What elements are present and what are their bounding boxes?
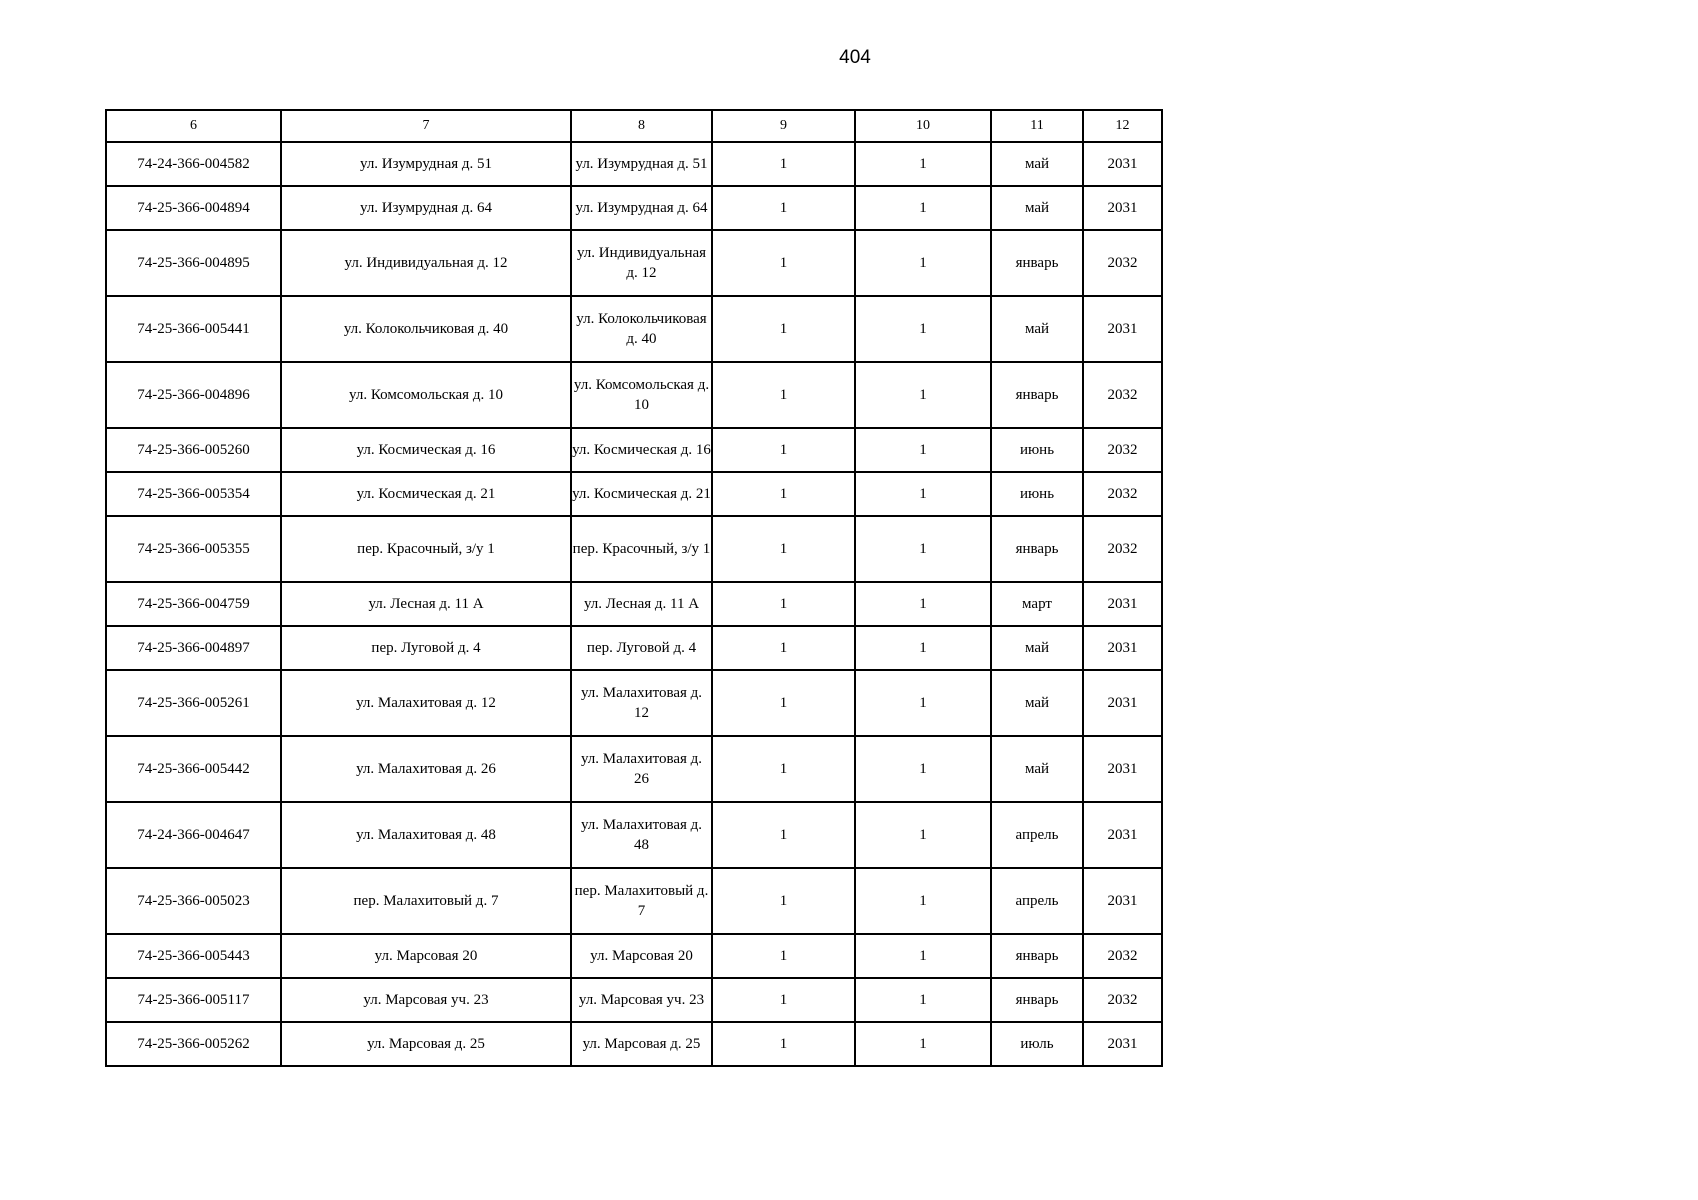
- column-10-cell: 1: [855, 1022, 991, 1066]
- year-cell: 2032: [1083, 428, 1162, 472]
- address-cell: пер. Малахитовый д. 7: [281, 868, 571, 934]
- year-cell: 2031: [1083, 868, 1162, 934]
- column-9-cell: 1: [712, 186, 855, 230]
- address-cell: ул. Малахитовая д. 48: [281, 802, 571, 868]
- column-10-cell: 1: [855, 934, 991, 978]
- column-10-cell: 1: [855, 736, 991, 802]
- table-row: [106, 670, 1162, 736]
- cadastral-number-cell: 74-25-366-005442: [106, 736, 281, 802]
- short-address-cell: ул. Марсовая д. 25: [571, 1022, 712, 1066]
- column-header: 7: [281, 110, 571, 142]
- table-row: [106, 472, 1162, 516]
- short-address-cell: ул. Изумрудная д. 64: [571, 186, 712, 230]
- year-cell: 2032: [1083, 934, 1162, 978]
- address-cell: ул. Изумрудная д. 51: [281, 142, 571, 186]
- address-cell: ул. Марсовая 20: [281, 934, 571, 978]
- short-address-cell: пер. Красочный, з/у 1: [571, 516, 712, 582]
- address-cell: ул. Малахитовая д. 26: [281, 736, 571, 802]
- column-10-cell: 1: [855, 362, 991, 428]
- short-address-cell: ул. Комсомольская д. 10: [571, 362, 712, 428]
- year-cell: 2031: [1083, 736, 1162, 802]
- month-cell: июнь: [991, 472, 1083, 516]
- cadastral-number-cell: 74-24-366-004582: [106, 142, 281, 186]
- registry-table: [105, 109, 1163, 1067]
- address-cell: ул. Марсовая уч. 23: [281, 978, 571, 1022]
- address-cell: ул. Малахитовая д. 12: [281, 670, 571, 736]
- column-header: 11: [991, 110, 1083, 142]
- year-cell: 2032: [1083, 978, 1162, 1022]
- year-cell: 2031: [1083, 626, 1162, 670]
- short-address-cell: пер. Луговой д. 4: [571, 626, 712, 670]
- table-row: [106, 142, 1162, 186]
- short-address-cell: ул. Лесная д. 11 А: [571, 582, 712, 626]
- column-10-cell: 1: [855, 186, 991, 230]
- column-9-cell: 1: [712, 1022, 855, 1066]
- cadastral-number-cell: 74-25-366-004897: [106, 626, 281, 670]
- column-9-cell: 1: [712, 428, 855, 472]
- cadastral-number-cell: 74-25-366-004894: [106, 186, 281, 230]
- column-9-cell: 1: [712, 802, 855, 868]
- short-address-cell: ул. Малахитовая д. 26: [571, 736, 712, 802]
- column-9-cell: 1: [712, 516, 855, 582]
- year-cell: 2031: [1083, 186, 1162, 230]
- table-row: [106, 582, 1162, 626]
- month-cell: май: [991, 670, 1083, 736]
- cadastral-number-cell: 74-25-366-005262: [106, 1022, 281, 1066]
- column-10-cell: 1: [855, 626, 991, 670]
- month-cell: июнь: [991, 428, 1083, 472]
- column-9-cell: 1: [712, 582, 855, 626]
- month-cell: май: [991, 142, 1083, 186]
- table-header-row: [106, 110, 1162, 142]
- table-row: [106, 296, 1162, 362]
- column-9-cell: 1: [712, 670, 855, 736]
- table-row: [106, 736, 1162, 802]
- short-address-cell: ул. Марсовая уч. 23: [571, 978, 712, 1022]
- cadastral-number-cell: 74-25-366-005354: [106, 472, 281, 516]
- column-10-cell: 1: [855, 516, 991, 582]
- column-header: 12: [1083, 110, 1162, 142]
- short-address-cell: ул. Индивидуальная д. 12: [571, 230, 712, 296]
- column-9-cell: 1: [712, 978, 855, 1022]
- column-10-cell: 1: [855, 802, 991, 868]
- month-cell: май: [991, 296, 1083, 362]
- month-cell: март: [991, 582, 1083, 626]
- column-9-cell: 1: [712, 296, 855, 362]
- short-address-cell: ул. Колокольчиковая д. 40: [571, 296, 712, 362]
- short-address-cell: ул. Марсовая 20: [571, 934, 712, 978]
- column-9-cell: 1: [712, 142, 855, 186]
- column-9-cell: 1: [712, 362, 855, 428]
- address-cell: ул. Космическая д. 21: [281, 472, 571, 516]
- column-10-cell: 1: [855, 582, 991, 626]
- address-cell: ул. Колокольчиковая д. 40: [281, 296, 571, 362]
- address-cell: пер. Красочный, з/у 1: [281, 516, 571, 582]
- cadastral-number-cell: 74-25-366-005260: [106, 428, 281, 472]
- month-cell: апрель: [991, 802, 1083, 868]
- column-10-cell: 1: [855, 142, 991, 186]
- cadastral-number-cell: 74-25-366-005261: [106, 670, 281, 736]
- table-row: [106, 516, 1162, 582]
- month-cell: май: [991, 736, 1083, 802]
- short-address-cell: ул. Малахитовая д. 12: [571, 670, 712, 736]
- month-cell: май: [991, 186, 1083, 230]
- cadastral-number-cell: 74-25-366-005443: [106, 934, 281, 978]
- address-cell: ул. Марсовая д. 25: [281, 1022, 571, 1066]
- year-cell: 2031: [1083, 142, 1162, 186]
- month-cell: май: [991, 626, 1083, 670]
- table-row: [106, 868, 1162, 934]
- cadastral-number-cell: 74-25-366-005355: [106, 516, 281, 582]
- short-address-cell: ул. Малахитовая д. 48: [571, 802, 712, 868]
- column-header: 9: [712, 110, 855, 142]
- address-cell: пер. Луговой д. 4: [281, 626, 571, 670]
- address-cell: ул. Индивидуальная д. 12: [281, 230, 571, 296]
- column-10-cell: 1: [855, 472, 991, 516]
- month-cell: январь: [991, 978, 1083, 1022]
- short-address-cell: ул. Космическая д. 16: [571, 428, 712, 472]
- short-address-cell: ул. Изумрудная д. 51: [571, 142, 712, 186]
- column-10-cell: 1: [855, 428, 991, 472]
- month-cell: июль: [991, 1022, 1083, 1066]
- column-10-cell: 1: [855, 978, 991, 1022]
- table-row: [106, 230, 1162, 296]
- year-cell: 2031: [1083, 670, 1162, 736]
- column-header: 6: [106, 110, 281, 142]
- address-cell: ул. Космическая д. 16: [281, 428, 571, 472]
- year-cell: 2032: [1083, 230, 1162, 296]
- month-cell: январь: [991, 362, 1083, 428]
- column-9-cell: 1: [712, 868, 855, 934]
- table-row: [106, 186, 1162, 230]
- column-9-cell: 1: [712, 230, 855, 296]
- table-row: [106, 934, 1162, 978]
- address-cell: ул. Комсомольская д. 10: [281, 362, 571, 428]
- cadastral-number-cell: 74-25-366-005441: [106, 296, 281, 362]
- year-cell: 2032: [1083, 516, 1162, 582]
- address-cell: ул. Лесная д. 11 А: [281, 582, 571, 626]
- table-row: [106, 626, 1162, 670]
- cadastral-number-cell: 74-25-366-004895: [106, 230, 281, 296]
- year-cell: 2031: [1083, 802, 1162, 868]
- month-cell: апрель: [991, 868, 1083, 934]
- cadastral-number-cell: 74-25-366-005117: [106, 978, 281, 1022]
- table-row: [106, 802, 1162, 868]
- month-cell: январь: [991, 516, 1083, 582]
- table-row: [106, 428, 1162, 472]
- column-9-cell: 1: [712, 626, 855, 670]
- year-cell: 2031: [1083, 582, 1162, 626]
- year-cell: 2031: [1083, 296, 1162, 362]
- cadastral-number-cell: 74-25-366-004896: [106, 362, 281, 428]
- column-10-cell: 1: [855, 868, 991, 934]
- address-cell: ул. Изумрудная д. 64: [281, 186, 571, 230]
- short-address-cell: ул. Космическая д. 21: [571, 472, 712, 516]
- month-cell: январь: [991, 230, 1083, 296]
- year-cell: 2031: [1083, 1022, 1162, 1066]
- column-9-cell: 1: [712, 472, 855, 516]
- column-header: 8: [571, 110, 712, 142]
- cadastral-number-cell: 74-25-366-004759: [106, 582, 281, 626]
- page-number: 404: [839, 47, 871, 68]
- column-10-cell: 1: [855, 230, 991, 296]
- column-10-cell: 1: [855, 670, 991, 736]
- cadastral-number-cell: 74-25-366-005023: [106, 868, 281, 934]
- cadastral-number-cell: 74-24-366-004647: [106, 802, 281, 868]
- year-cell: 2032: [1083, 362, 1162, 428]
- column-9-cell: 1: [712, 736, 855, 802]
- column-9-cell: 1: [712, 934, 855, 978]
- column-10-cell: 1: [855, 296, 991, 362]
- table-row: [106, 978, 1162, 1022]
- short-address-cell: пер. Малахитовый д. 7: [571, 868, 712, 934]
- table-row: [106, 362, 1162, 428]
- year-cell: 2032: [1083, 472, 1162, 516]
- month-cell: январь: [991, 934, 1083, 978]
- table-row: [106, 1022, 1162, 1066]
- column-header: 10: [855, 110, 991, 142]
